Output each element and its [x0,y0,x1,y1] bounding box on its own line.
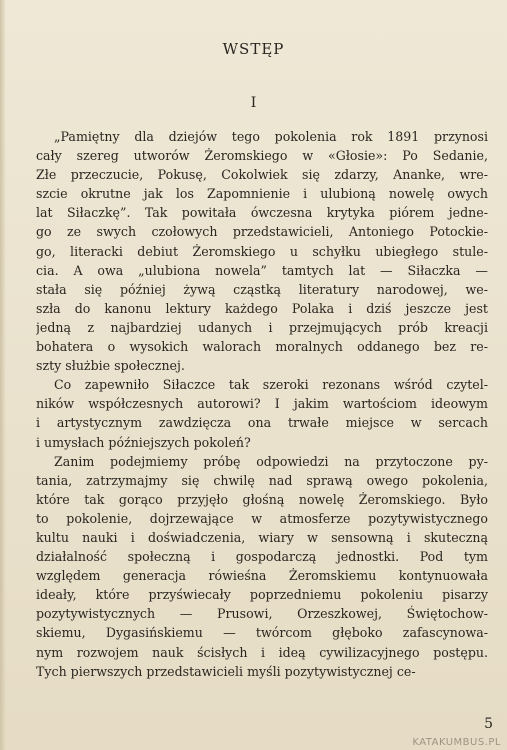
text-line: tania, zatrzymajmy się chwilę nad sprawą owego pokolenia, [36,472,488,488]
page-edge-shadow [0,0,6,750]
text-line: i umysłach późniejszych pokoleń? [36,434,251,450]
text-line: to pokolenie, dojrzewające w atmosferze pozytywistycznego [36,510,488,526]
text-line: cia. A owa „ulubiona nowela” tamtych lat — Siłaczka — [36,262,488,278]
text-line: cały szereg utworów Żeromskiego w «Głosie»: Po Sedanie, [36,148,488,164]
text-line: lat Siłaczkę”. Tak powitała ówczesna krytyka piórem jedne- [36,205,488,221]
text-line: które tak gorąco przyjęło głośną nowelę Żeromskiego. Było [36,491,488,507]
page-number: 5 [484,716,493,732]
text-line: pozytywistycznych — Prusowi, Orzeszkowej, Świętochow- [36,606,488,622]
text-line: bohatera o wysokich walorach moralnych oddanego bez re- [36,339,488,355]
text-line: „Pamiętny dla dziejów tego pokolenia rok 1891 przynosi [54,129,488,144]
text-line: szcie okrutne jak los Zapomnienie i ulubioną nowelę owych [36,186,488,202]
text-line: stała się później żywą cząstką literatury narodowej, we- [36,281,488,297]
watermark-text: KATAKUMBUS.PL [412,737,501,748]
text-line: szty służbie społecznej. [36,358,185,374]
chapter-heading: WSTĘP [222,40,285,58]
body-text [36,127,488,681]
text-line: i artystycznym zawdzięcza ona trwałe miejsce w sercach [36,415,488,431]
text-line: go ze swych czołowych przedstawicieli, Antoniego Potockie- [36,224,488,240]
text-line: ideały, które przyświecały poprzedniemu pokoleniu pisarzy [36,587,488,603]
text-line: ników współczesnych autorowi? I jakim wartościom ideowym [36,396,488,412]
text-line: go, literacki debiut Żeromskiego u schyłku ubiegłego stule- [36,243,488,259]
text-line: skiemu, Dygasińskiemu — twórcom głęboko zafascynowa- [36,625,488,641]
text-line: Tych pierwszych przedstawicieli myśli pozytywistycznej ce- [36,663,416,679]
text-line: działalność społeczną i gospodarczą jednostki. Pod tym [36,549,488,565]
text-line: jedną z najbardziej udanych i przejmujących prób kreacji [36,319,488,335]
text-line: Złe przeczucie, Pokusę, Cokolwiek się zdarzy, Ananke, wre- [36,167,488,183]
section-number: I [250,95,257,111]
text-line: kultu nauki i doświadczenia, wiary w sensowną i skuteczną [36,529,488,545]
text-line: nym rozwojem nauk ścisłych i ideą cywilizacyjnego postępu. [36,644,488,660]
text-line: szła do kanonu lektury każdego Polaka i dziś jeszcze jest [36,300,488,316]
text-line: Co zapewniło Siłaczce tak szeroki rezonans wśród czytel- [54,377,488,393]
text-line: Zanim podejmiemy próbę odpowiedzi na przytoczone py- [54,453,488,469]
text-line: względem generacja rówieśna Żeromskiemu kontynuowała [36,568,488,584]
